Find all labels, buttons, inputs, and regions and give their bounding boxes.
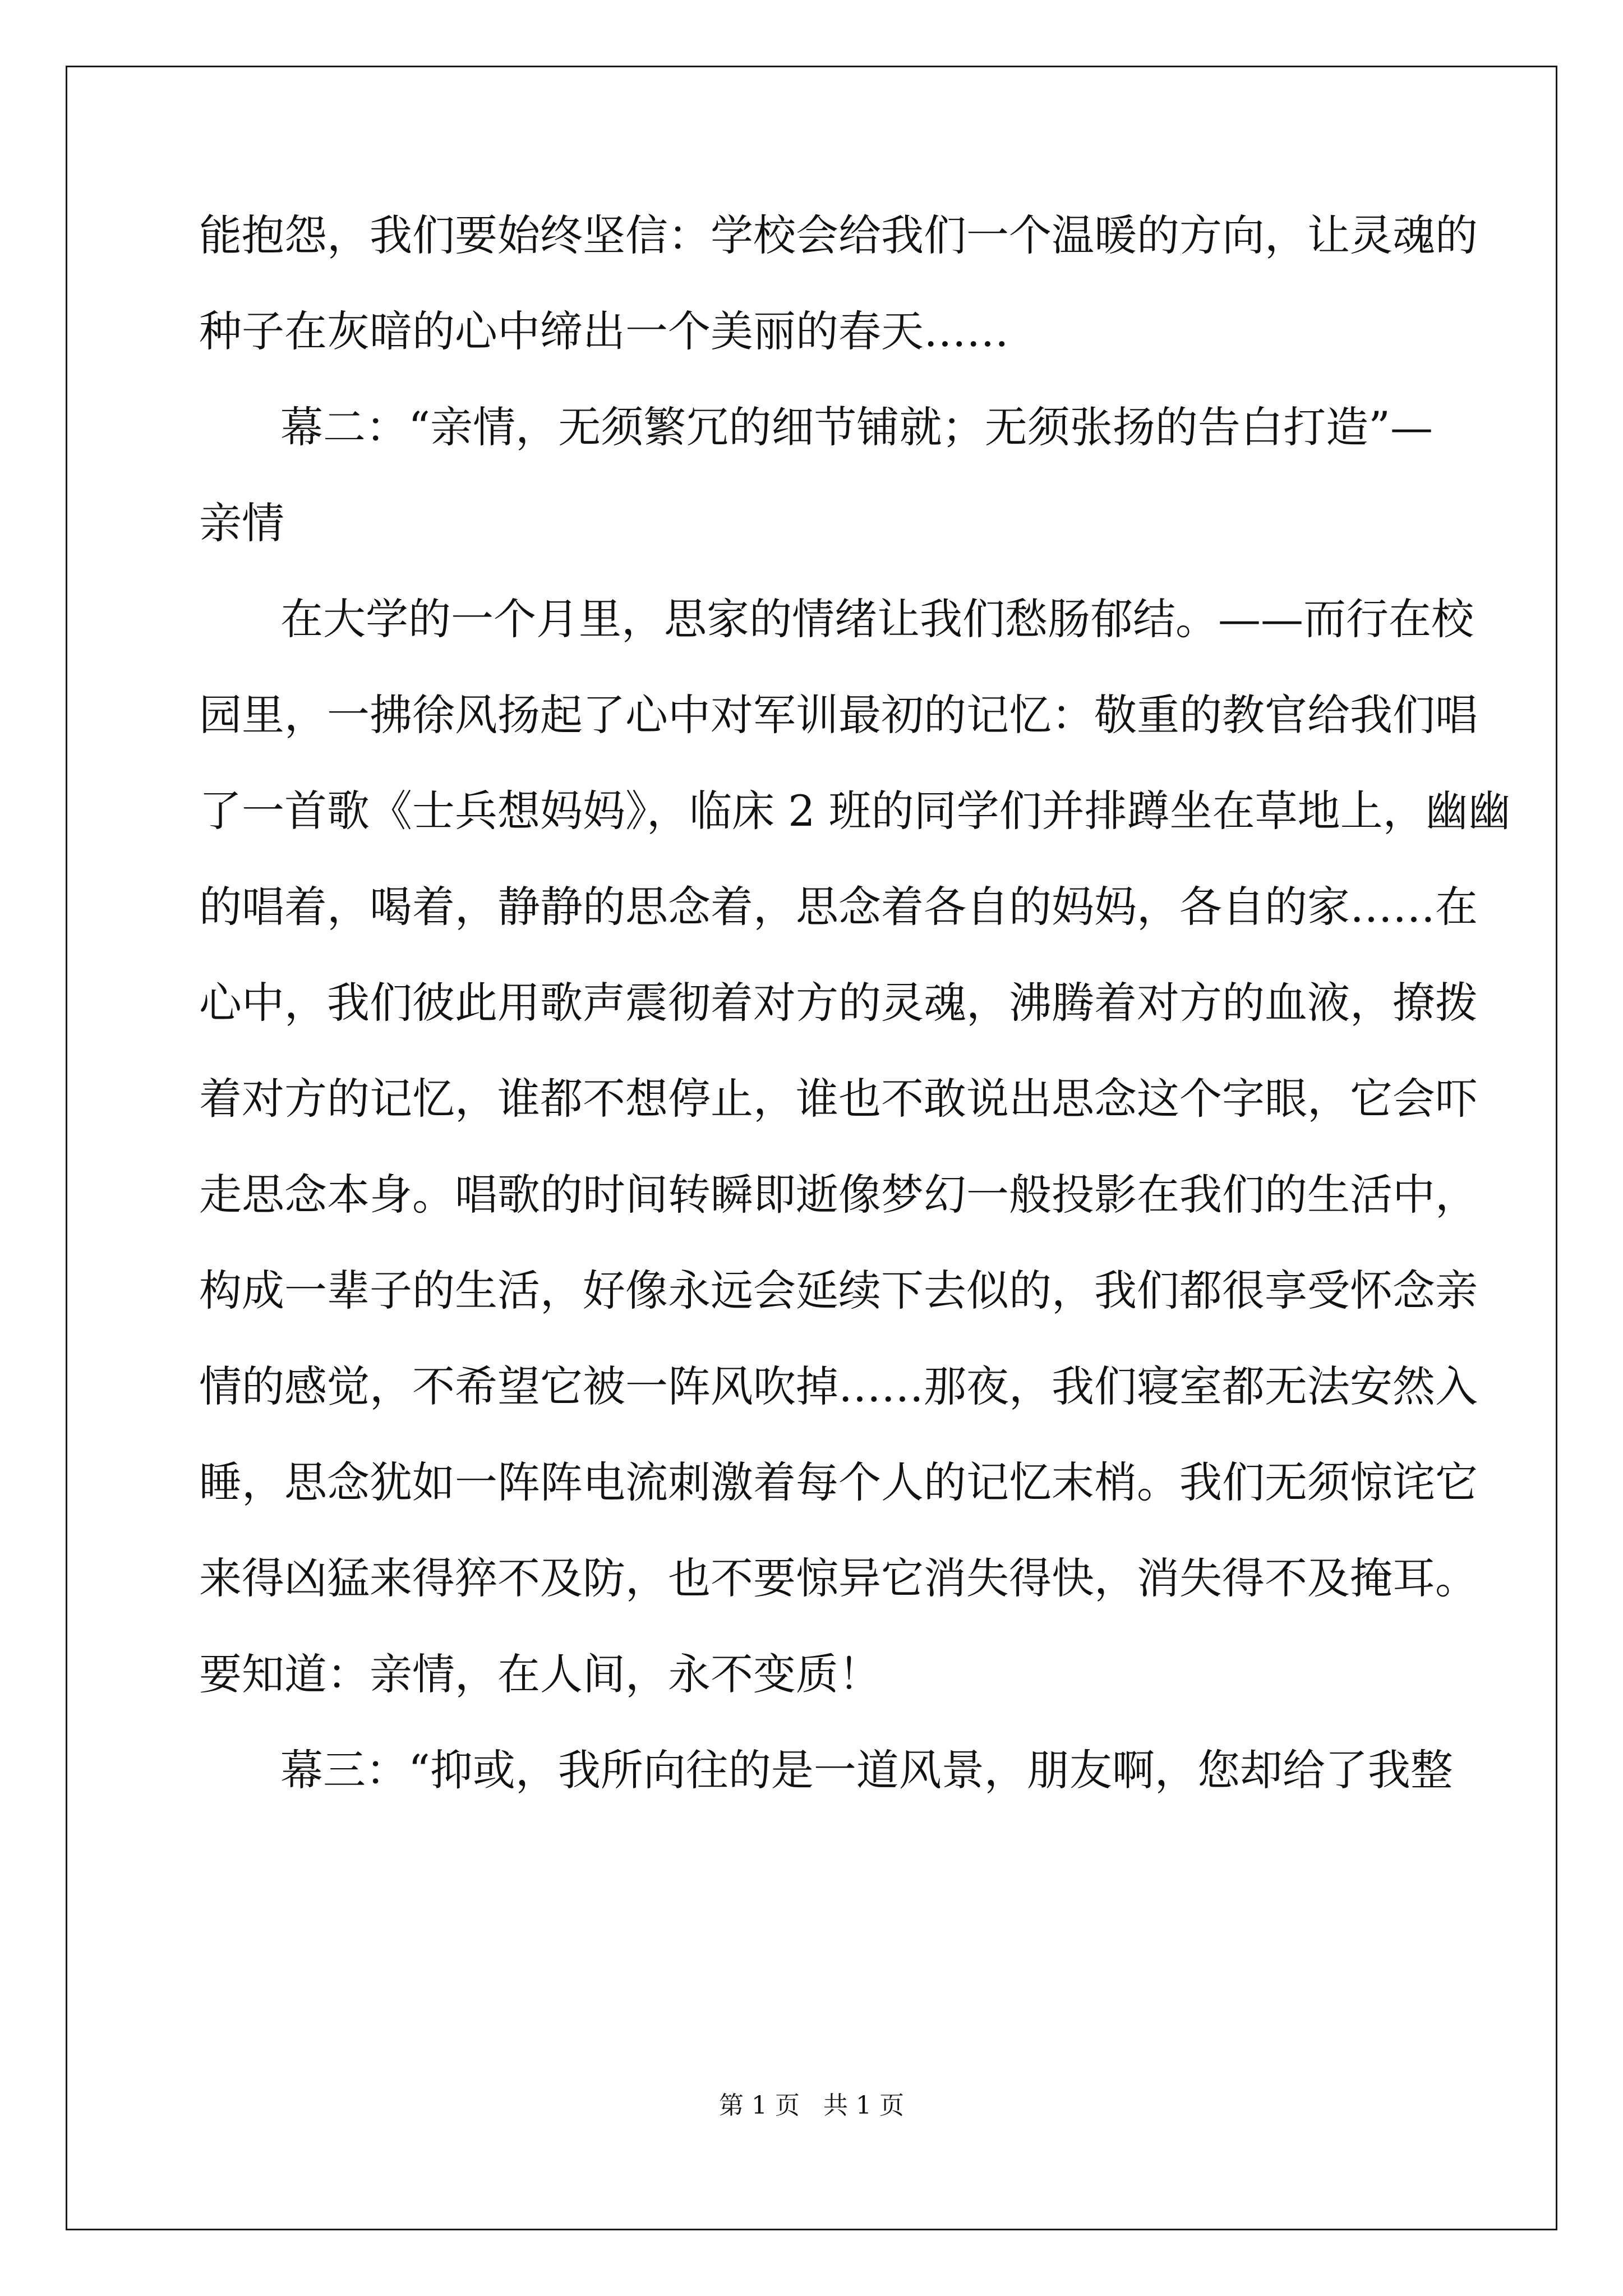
text-line: 要知道：亲情，在人间，永不变质！ bbox=[199, 1649, 881, 1699]
page-number-footer: 第 1 页 共 1 页 bbox=[719, 2091, 904, 2120]
paragraph-heading: 幕二：“亲情，无须繁冗的细节铺就；无须张扬的告白打造”— bbox=[280, 402, 1433, 452]
text-line: 在大学的一个月里，思家的情绪让我们愁肠郁结。——而行在校 bbox=[280, 594, 1474, 644]
paragraph-heading: 幕三：“抑或，我所向往的是一道风景，朋友啊，您却给了我整 bbox=[280, 1745, 1453, 1795]
page-border bbox=[66, 66, 1557, 2230]
text-line: 的唱着，喝着，静静的思念着，思念着各自的妈妈，各自的家……在 bbox=[199, 882, 1478, 932]
text-line: 能抱怨，我们要始终坚信：学校会给我们一个温暖的方向，让灵魂的 bbox=[199, 210, 1478, 260]
text-line: 心中，我们彼此用歌声震彻着对方的灵魂，沸腾着对方的血液，撩拨 bbox=[199, 978, 1478, 1028]
text-line: 构成一辈子的生活，好像永远会延续下去似的，我们都很享受怀念亲 bbox=[199, 1266, 1478, 1315]
text-line: 情的感觉，不希望它被一阵风吹掉……那夜，我们寝室都无法安然入 bbox=[199, 1361, 1478, 1411]
text-line: 走思念本身。唱歌的时间转瞬即逝像梦幻一般投影在我们的生活中， bbox=[199, 1170, 1478, 1220]
text-line: 亲情 bbox=[199, 498, 284, 548]
text-line: 着对方的记忆，谁都不想停止，谁也不敢说出思念这个字眼，它会吓 bbox=[199, 1074, 1478, 1124]
text-line: 了一首歌《士兵想妈妈》，临床 2 班的同学们并排蹲坐在草地上，幽幽 bbox=[199, 786, 1511, 836]
text-line: 睡，思念犹如一阵阵电流刺激着每个人的记忆末梢。我们无须惊诧它 bbox=[199, 1457, 1478, 1507]
text-line: 种子在灰暗的心中缔出一个美丽的春天…… bbox=[199, 306, 1009, 356]
text-line: 园里，一拂徐风扬起了心中对军训最初的记忆：敬重的教官给我们唱 bbox=[199, 690, 1478, 740]
text-line: 来得凶猛来得猝不及防，也不要惊异它消失得快，消失得不及掩耳。 bbox=[199, 1553, 1478, 1603]
